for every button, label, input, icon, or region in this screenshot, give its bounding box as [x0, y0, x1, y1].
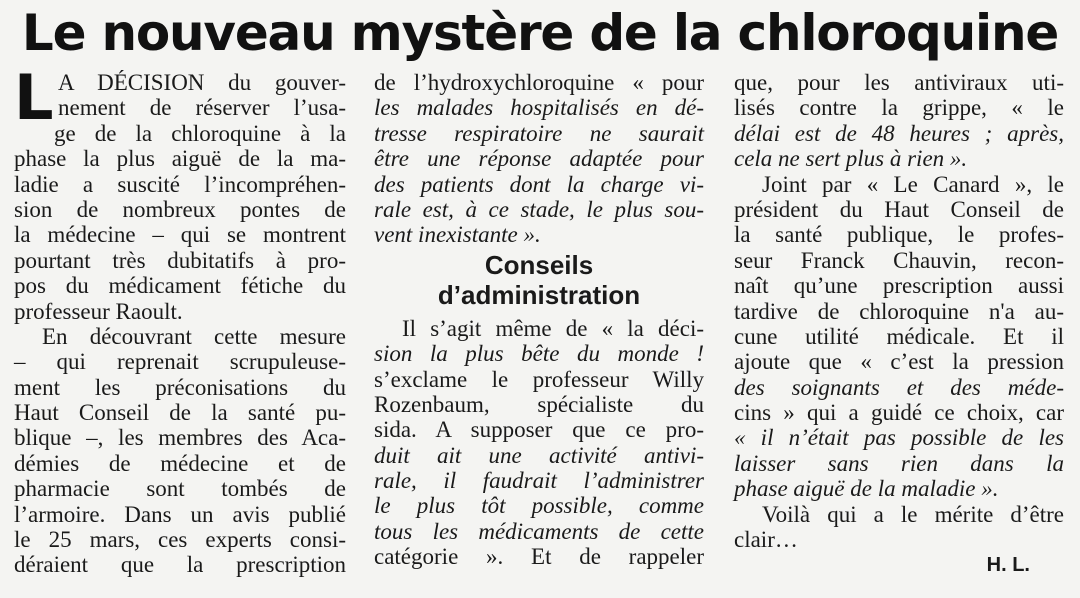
text-line: En découvrant cette mesure — [42, 323, 346, 349]
text-line: pourtant très dubitatifs à pro- — [14, 247, 346, 273]
article-column-3 — [734, 70, 1064, 552]
text-line: ge de la chloroquine à la — [54, 120, 346, 146]
text-line: lisés contre la grippe, « le — [734, 95, 1064, 121]
headline: Le nouveau mystère de la chloroquine — [21, 4, 1059, 62]
text-line: A DÉCISION du gouver- — [58, 70, 346, 95]
text-line: déraient que la prescription — [14, 552, 346, 578]
text-line: clair… — [734, 527, 798, 553]
text-line: – qui reprenait scrupuleuse- — [14, 349, 346, 375]
section-subhead — [374, 250, 704, 310]
text-line: le plus tôt possible, comme — [374, 493, 704, 519]
author-signature: H. L. — [986, 554, 1030, 576]
text-line: cela ne sert plus à rien ». — [734, 146, 968, 172]
text-line: phase aiguë de la maladie ». — [734, 476, 999, 502]
text-line: laisser sans rien dans la — [734, 450, 1064, 476]
text-line: cune utilité médicale. Et il — [734, 323, 1064, 349]
subhead-line: d’administration — [437, 279, 641, 310]
text-line: cins » qui a guidé ce choix, car — [734, 400, 1064, 426]
text-line: ment les préconisations du — [14, 374, 346, 400]
text-line: pos du médicament fétiche du — [14, 273, 346, 299]
text-line: s’exclame le professeur Willy — [374, 366, 704, 392]
text-line: tardive de chloroquine n'a au- — [734, 298, 1064, 324]
text-line: vent inexistante ». — [374, 222, 541, 248]
text-line: des patients dont la charge vi- — [374, 171, 704, 197]
text-line: président du Haut Conseil de — [734, 196, 1064, 222]
text-line: démies de médecine et de — [14, 450, 346, 476]
text-line: sion de nombreux pontes de — [14, 196, 346, 222]
text-line: délai est de 48 heures ; après, — [734, 120, 1064, 146]
text-line: l’armoire. Dans un avis publié — [14, 501, 346, 527]
text-line: rale, il faudrait l’administrer — [374, 468, 704, 494]
text-line: Joint par « Le Canard », le — [762, 171, 1064, 197]
text-line: Voilà qui a le mérite d’être — [762, 501, 1064, 527]
text-line: nement de réserver l’usa- — [58, 95, 346, 121]
text-line: des soignants et des méde- — [734, 374, 1064, 400]
lead-lines — [58, 70, 346, 121]
text-line: naît qu’une prescription aussi — [734, 273, 1064, 299]
text-line: ladie a suscité l’incompréhen- — [14, 171, 346, 197]
text-line: pharmacie sont tombés de — [14, 476, 346, 502]
subhead-line: Conseils — [484, 249, 594, 280]
text-line: que, pour les antiviraux uti- — [734, 70, 1064, 95]
text-line: sida. A supposer que ce pro- — [374, 417, 704, 443]
text-line: duit ait une activité antivi- — [374, 442, 704, 468]
text-line: rale est, à ce stade, le plus sou- — [374, 196, 704, 222]
text-line: blique –, les membres des Aca- — [14, 425, 346, 451]
text-line: professeur Raoult. — [14, 298, 183, 324]
text-line: le 25 mars, ces experts consi- — [14, 527, 346, 553]
text-line: être une réponse adaptée pour — [374, 146, 704, 172]
drop-cap: L — [14, 61, 54, 134]
text-line: phase la plus aiguë de la ma- — [14, 146, 346, 172]
text-line: tresse respiratoire ne saurait — [374, 120, 704, 146]
text-line: la médecine – qui se montrent — [14, 222, 346, 248]
text-line: « il n’était pas possible de les — [734, 425, 1064, 451]
text-line: de l’hydroxychloroquine « pour — [374, 70, 704, 95]
article-column-2 — [374, 70, 704, 570]
text-line: ajoute que « c’est la pression — [734, 349, 1064, 375]
text-line: la santé publique, le profes- — [734, 222, 1064, 248]
text-line: tous les médicaments de cette — [374, 518, 704, 544]
text-line: seur Franck Chauvin, recon- — [734, 247, 1064, 273]
article-column-1 — [14, 61, 346, 578]
text-line: Rozenbaum, spécialiste du — [374, 391, 704, 417]
text-line: sion la plus bête du monde ! — [374, 341, 704, 367]
text-line: Il s’agit même de « la déci- — [402, 315, 704, 341]
text-line: catégorie ». Et de rappeler — [374, 544, 704, 570]
text-line: Haut Conseil de la santé pu- — [14, 400, 346, 426]
text-line: les malades hospitalisés en dé- — [374, 95, 704, 121]
